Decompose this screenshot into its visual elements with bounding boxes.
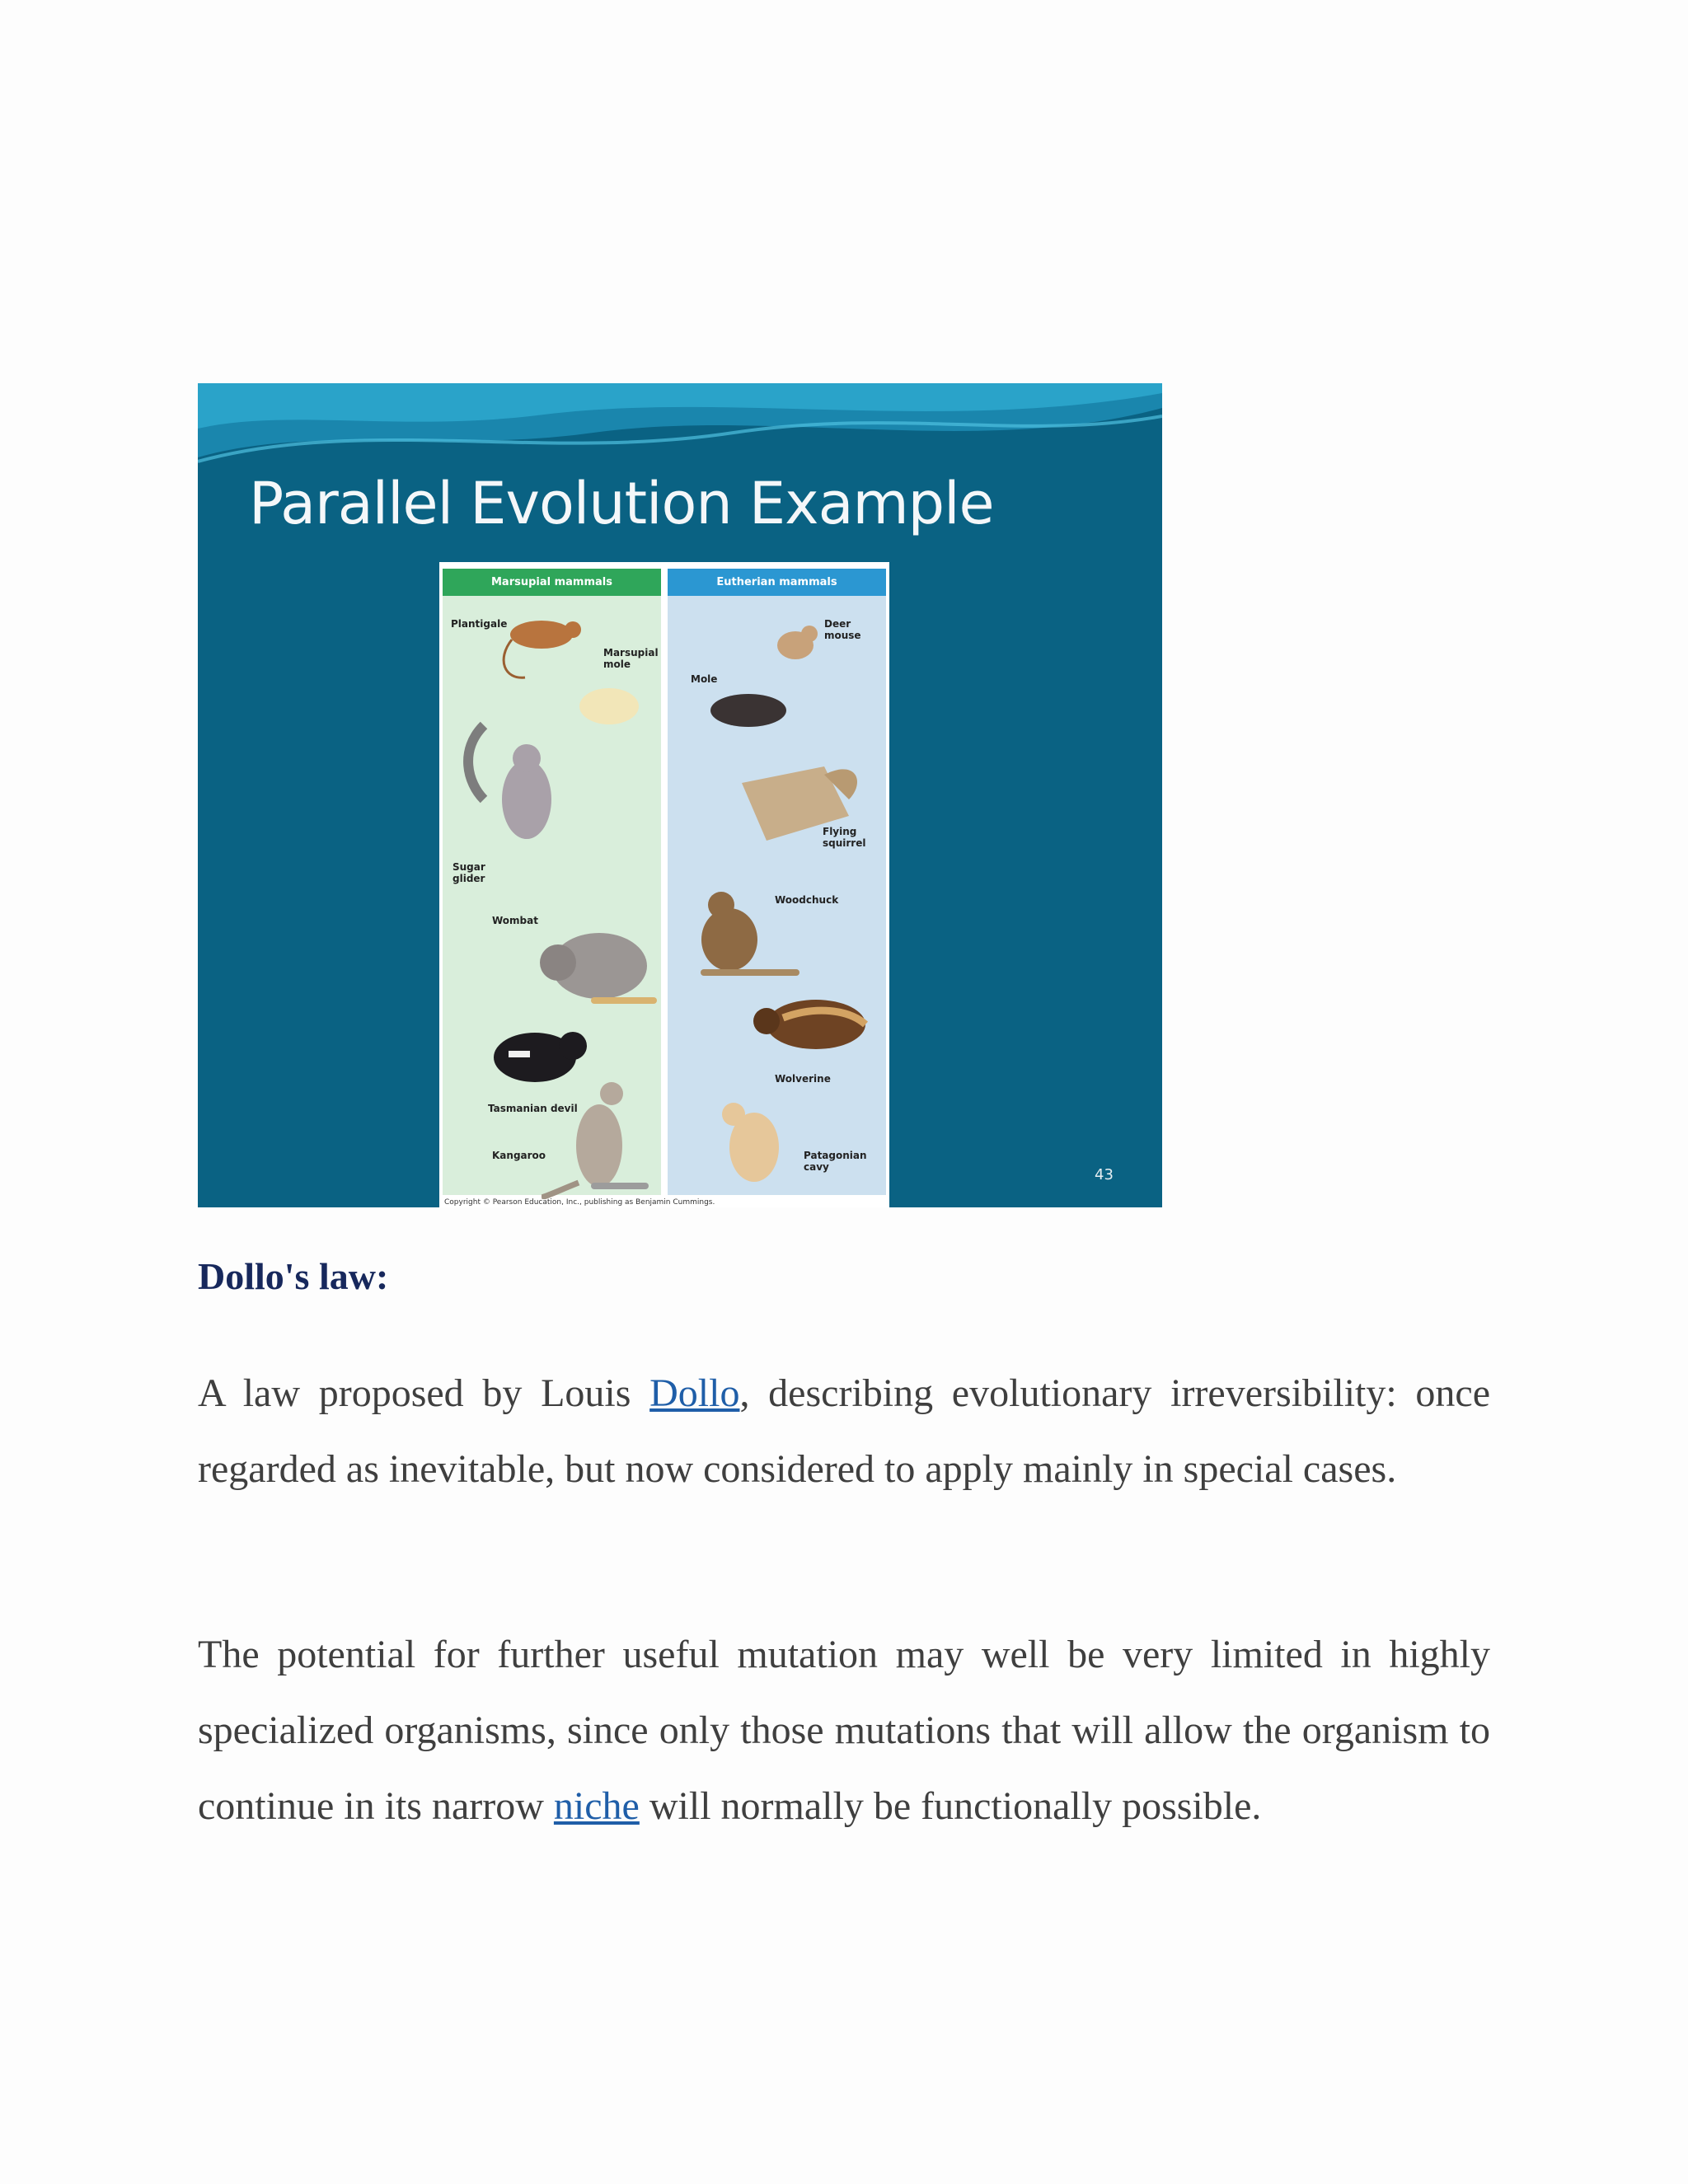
marsupial-header: Marsupial mammals — [443, 569, 661, 596]
paragraph-dollos-law — [198, 1356, 1490, 1507]
section-heading: Dollo's law: — [198, 1255, 389, 1297]
dollo-link[interactable]: Dollo — [649, 1371, 740, 1415]
marsupial-column — [443, 569, 661, 1195]
p1-text-before: A law proposed by Louis — [198, 1371, 650, 1415]
p1-text-after: , describing evolutionary irreversibility: once regarded as inevitable, but now considered to apply mainly in special cases. — [198, 1371, 1491, 1491]
wombat-illustration — [533, 915, 657, 1014]
label-tasmanian-devil: Tasmanian devil — [488, 1103, 578, 1114]
figure-copyright: Copyright © Pearson Education, Inc., publishing as Benjamin Cummings. — [444, 1198, 715, 1207]
eutherian-column — [668, 569, 886, 1195]
slide-number: 43 — [1095, 1166, 1114, 1183]
p2-text-before: The potential for further useful mutation may well be very limited in highly specialized organisms, since only those mutations that will allow the organism to continue in its narrow — [198, 1633, 1490, 1828]
slide-title: Parallel Evolution Example — [249, 470, 994, 537]
label-marsupial-mole: Marsupial mole — [603, 647, 659, 670]
label-sugar-glider: Sugar glider — [452, 861, 485, 884]
paragraph-mutation-potential — [198, 1617, 1490, 1844]
patagonian-cavy-illustration — [709, 1096, 799, 1195]
p2-text-after: will normally be functionally possible. — [639, 1784, 1262, 1828]
label-deer-mouse: Deer mouse — [824, 618, 861, 641]
label-flying-squirrel: Flying squirrel — [823, 826, 866, 849]
woodchuck-illustration — [684, 882, 808, 981]
convergent-evolution-figure — [439, 562, 889, 1207]
sugar-glider-illustration — [459, 717, 566, 857]
mole-illustration — [701, 684, 799, 733]
label-wombat: Wombat — [492, 915, 538, 926]
wolverine-illustration — [742, 985, 882, 1067]
eutherian-header: Eutherian mammals — [668, 569, 886, 596]
slide-image — [198, 383, 1162, 1207]
label-plantigale: Plantigale — [451, 618, 508, 630]
deer-mouse-illustration — [767, 614, 824, 672]
label-kangaroo: Kangaroo — [492, 1150, 546, 1161]
kangaroo-illustration — [542, 1067, 657, 1199]
label-woodchuck: Woodchuck — [775, 894, 839, 906]
niche-link[interactable]: niche — [553, 1784, 640, 1828]
label-patagonian-cavy: Patagonian cavy — [804, 1150, 867, 1173]
label-mole: Mole — [691, 673, 718, 685]
marsupial-mole-illustration — [574, 680, 649, 729]
label-wolverine: Wolverine — [775, 1073, 831, 1085]
plantigale-illustration — [492, 610, 591, 684]
